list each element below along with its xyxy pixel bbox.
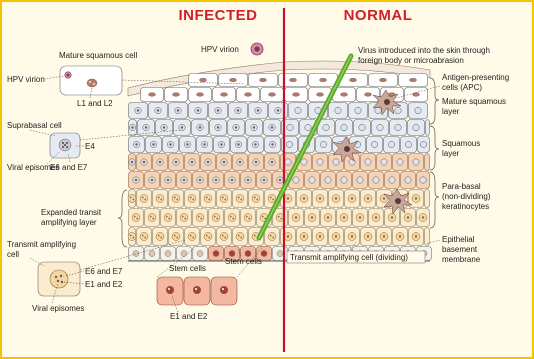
label-e6-e7-2: E6 and E7 <box>85 267 123 276</box>
label-virus-intro-2: foreign body or microabrasion <box>358 56 464 65</box>
label-viral-episomes-1: Viral episomes <box>7 163 60 172</box>
label-apc-2: cells (APC) <box>442 83 483 92</box>
label-viral-episomes-2: Viral episomes <box>32 304 85 313</box>
stem-cells-inset <box>157 277 237 305</box>
header-infected: INFECTED <box>178 7 258 24</box>
label-stem-cells-left: Stem cells <box>169 264 206 273</box>
label-epithelial-2: basement <box>442 245 478 254</box>
label-e1-e2-2: E1 and E2 <box>170 312 208 321</box>
label-e4: E4 <box>85 142 95 151</box>
label-e1-e2-1: E1 and E2 <box>85 280 123 289</box>
label-parabasal-3: keratinocytes <box>442 202 490 211</box>
epithelial-cell <box>426 120 430 136</box>
label-epithelial-1: Epithelial <box>442 235 475 244</box>
header-normal: NORMAL <box>343 7 413 24</box>
label-virus-intro-1: Virus introduced into the skin through <box>358 46 490 55</box>
label-mature-squamous-cell: Mature squamous cell <box>59 51 138 60</box>
hpv-virion-top <box>251 43 263 55</box>
label-suprabasal-cell: Suprabasal cell <box>7 121 62 130</box>
label-squamous-layer-2: layer <box>442 149 460 158</box>
label-transmit-amplifying-1: Transmit amplifying <box>7 240 77 249</box>
epithelial-cell <box>425 190 430 208</box>
label-parabasal-1: Para-basal <box>442 182 481 191</box>
label-mature-sq-layer-2: layer <box>442 107 460 116</box>
label-expanded-transit-2: amplifying layer <box>41 218 97 227</box>
label-hpv-virion-left: HPV virion <box>7 75 45 84</box>
label-stem-cells-center: Stem cells <box>225 257 262 266</box>
label-l1-l2: L1 and L2 <box>77 99 113 108</box>
label-expanded-transit-1: Expanded transit <box>41 208 102 217</box>
suprabasal-cell-inset <box>50 133 80 158</box>
transmit-amplifying-cell-inset <box>38 262 80 296</box>
label-e6-e7-1: E6 and E7 <box>50 163 88 172</box>
mature-squamous-cell-inset <box>60 66 122 95</box>
label-transmit-dividing: Transmit amplifying cell (dividing) <box>290 253 408 262</box>
label-hpv-virion-top: HPV virion <box>201 45 239 54</box>
expanded-transit-brace <box>118 190 127 247</box>
label-transmit-amplifying-2: cell <box>7 250 20 259</box>
label-parabasal-2: (non-dividing) <box>442 192 491 201</box>
epithelial-cell <box>425 154 430 171</box>
label-mature-sq-layer-1: Mature squamous <box>442 97 507 106</box>
label-apc-1: Antigen-presenting <box>442 73 510 82</box>
label-squamous-layer-1: Squamous <box>442 139 481 148</box>
epithelial-cell <box>425 228 430 246</box>
label-epithelial-3: membrane <box>442 255 481 264</box>
